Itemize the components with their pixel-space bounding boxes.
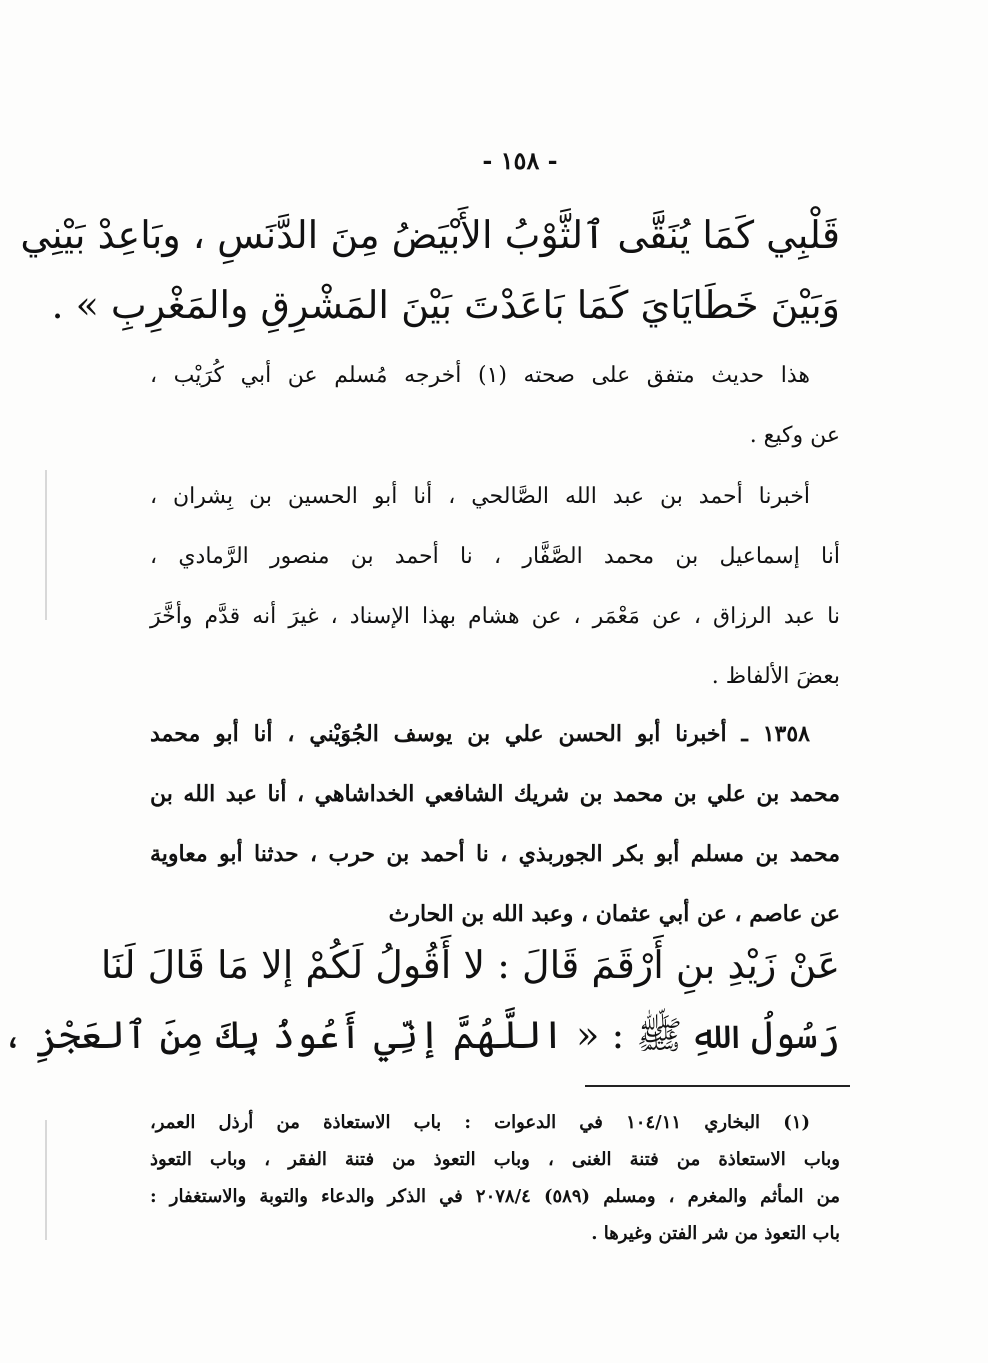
paragraph-isnad-1: [150, 467, 840, 707]
footnote-line: وباب الاستعاذة من فتنة الغنى ، وباب التعوذ من فتنة الفقر ، وباب التعوذ: [150, 1149, 840, 1170]
footnote-separator: [585, 1085, 850, 1087]
text-line: عن عاصم ، عن أبي عثمان ، وعبد الله بن الحارث: [388, 901, 840, 927]
footnote-line: من المأثم والمغرم ، ومسلم (٥٨٩) ٢٠٧٨/٤ في الذكر والدعاء والتوبة والاستغفار :: [150, 1186, 840, 1207]
hadith-text-block-2: [1, 930, 840, 1070]
text-line: ١٣٥٨ ـ أخبرنا أبو الحسن علي بن يوسف الجُوَيْني ، أنا أبو محمد: [150, 721, 810, 747]
footnote-line: باب التعوذ من شر الفتن وغيرها .: [591, 1223, 840, 1244]
hadith-line: رَسُولُ اللهِ ﷺ : « اللَّهُمَّ إنِّي أَعُوذُ بِكَ مِنَ ٱلعَجْزِ ،: [1, 1013, 840, 1057]
hadith-text-block-1: [20, 200, 840, 340]
text-line: محمد بن مسلم أبو بكر الجوربذي ، نا أحمد بن حرب ، حدثنا أبو معاوية: [150, 841, 840, 867]
hadith-line: عَنْ زَيْدِ بنِ أَرْقَمَ قَالَ : لا أَقُولُ لَكُمْ إلا مَا قَالَ لَنَا: [100, 943, 840, 987]
footnotes: [150, 1104, 840, 1252]
hadith-line: قَلْبِي كَمَا يُنَقَّى ٱلثَّوْبُ الأَبْيَضُ مِنَ الدَّنَسِ ، وبَاعِدْ بَيْنِي: [20, 213, 840, 257]
text-line: عن وكيع .: [749, 423, 840, 448]
text-line: نا عبد الرزاق ، عن مَعْمَر ، عن هشام بهذا الإسناد ، غيرَ أنه قدَّم وأخَّرَ: [150, 604, 840, 629]
text-line: هذا حديث متفق على صحته (١) أخرجه مُسلم عن أبي كُرَيْب ،: [150, 363, 810, 388]
scan-margin-mark: [45, 470, 47, 620]
hadith-line: وَبَيْنَ خَطَايَايَ كَمَا بَاعَدْتَ بَيْنَ المَشْرِقِ والمَغْرِبِ » .: [51, 283, 840, 327]
paragraph-hadith-1358: [150, 704, 840, 944]
page-number: - ١٥٨ -: [482, 146, 558, 175]
scan-margin-mark: [45, 1120, 47, 1240]
footnote-line: (١) البخاري ١٠٤/١١ في الدعوات : باب الاستعاذة من أرذل العمر،: [150, 1112, 810, 1133]
text-line: بعضَ الألفاظ .: [711, 664, 840, 689]
text-line: أنا إسماعيل بن محمد الصَّفَّار ، نا أحمد بن منصور الرَّمادي ،: [150, 544, 840, 569]
paragraph-takhrij: [150, 346, 840, 466]
text-line: أخبرنا أحمد بن عبد الله الصَّالحي ، أنا أبو الحسين بن بِشران ،: [150, 484, 810, 509]
text-line: محمد بن علي بن محمد بن شريك الشافعي الخداشاهي ، أنا عبد الله بن: [150, 781, 840, 807]
